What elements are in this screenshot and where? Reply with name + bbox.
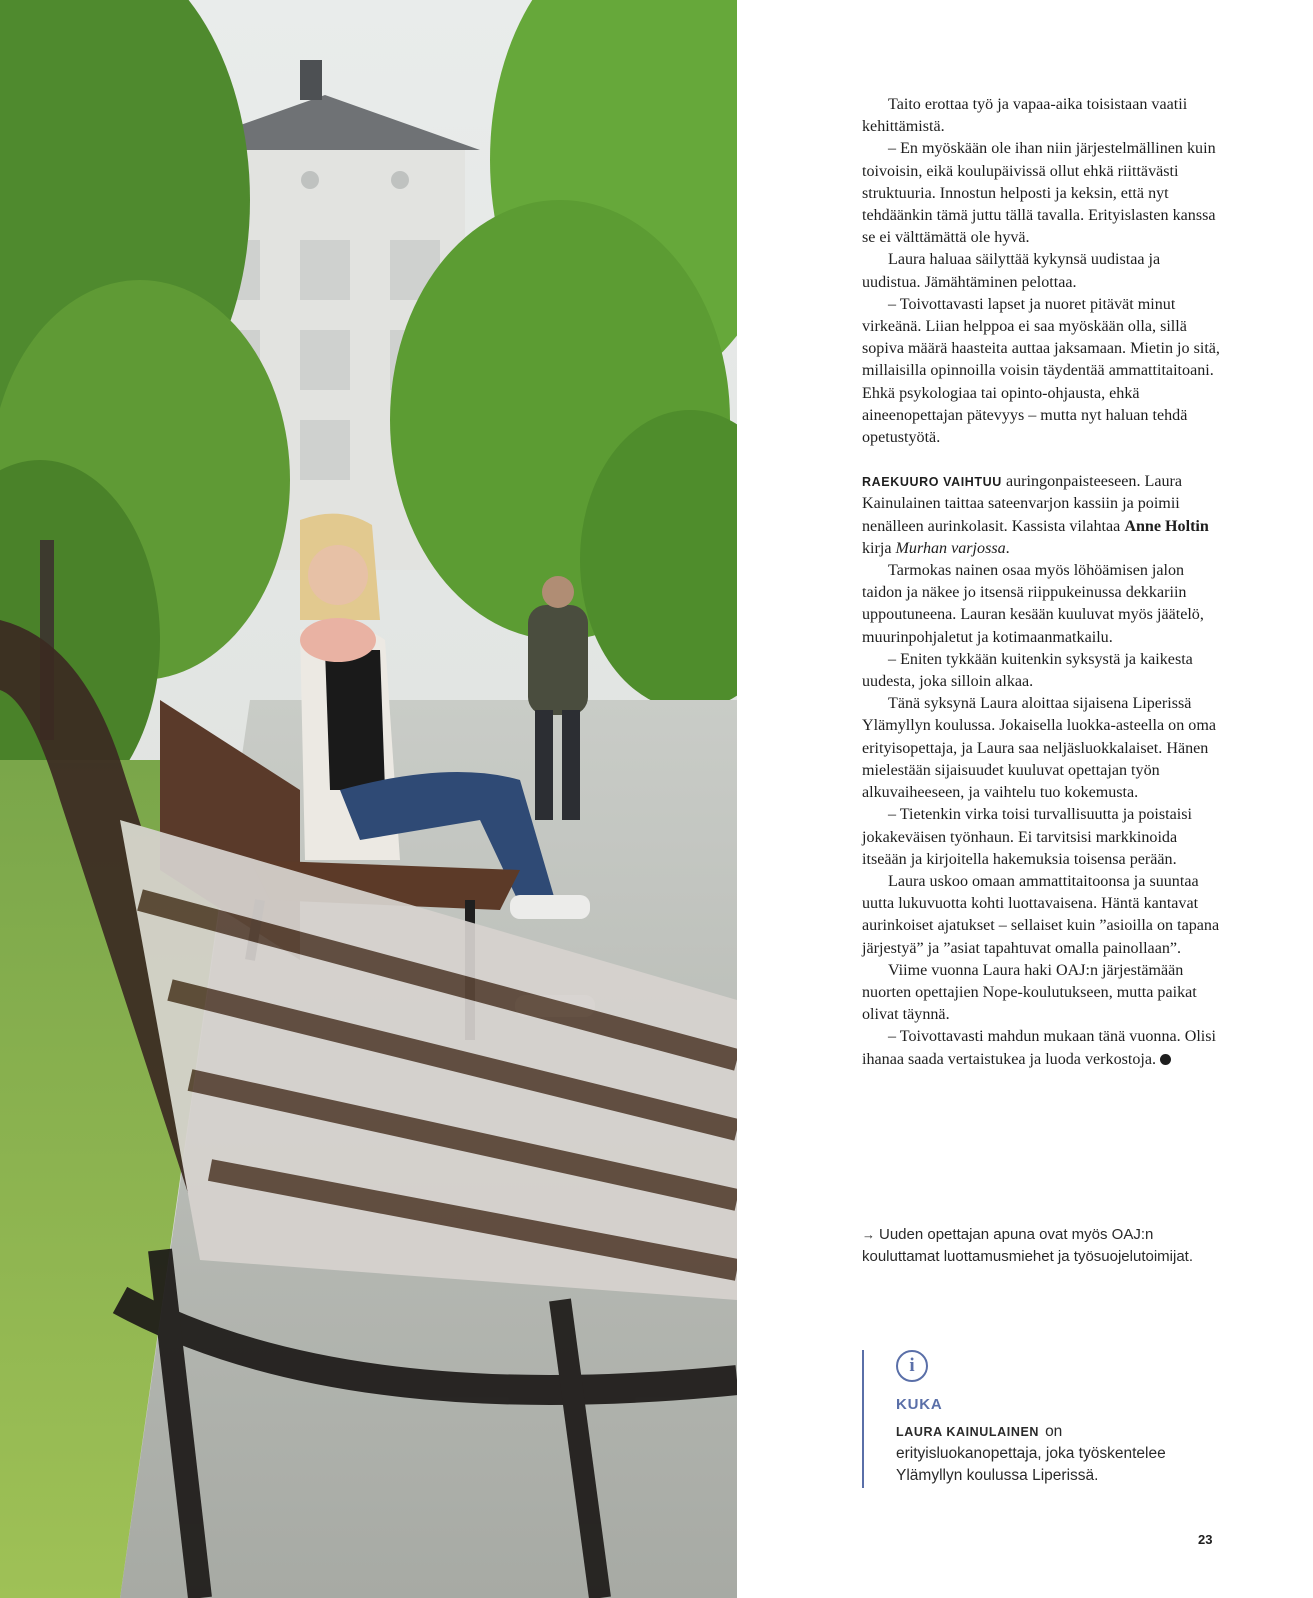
paragraph: – Eniten tykkään kuitenkin syksystä ja kaikesta uudesta, joka silloin alkaa. <box>862 650 1193 691</box>
paragraph <box>862 1026 1222 1070</box>
paragraph-text: auringonpaisteeseen. Laura Kainulainen taittaa sateenvarjon kassiin ja poimii nenälleen aurinkolasit. Kassista vilahtaa <box>862 473 1183 535</box>
book-title: Murhan varjossa <box>895 539 1006 557</box>
info-icon: i <box>896 1350 928 1382</box>
side-note <box>862 1224 1222 1268</box>
info-box-body <box>896 1421 1202 1487</box>
paragraph: Viime vuonna Laura haki OAJ:n järjestämään nuorten opettajien Nope-koulutukseen, mutta paikat olivat täynnä. <box>862 961 1197 1024</box>
paragraph-text: – Toivottavasti mahdun mukaan tänä vuonna. Olisi ihanaa saada vertaistukea ja luoda verkostoja. <box>862 1028 1216 1068</box>
paragraph: Tarmokas nainen osaa myös löhöämisen jalon taidon ja näkee jo itsensä riippukeinussa dekkariin uppoutuneena. Lauran kesään kuuluvat myös jäätelö, muurinpohjaletut ja kotimaanmatkailu. <box>862 562 1204 646</box>
paragraph: Laura uskoo omaan ammattitaitoonsa ja suuntaa uutta lukuvuotta kohti luottavaisena. Häntä kantavat aurinkoiset ajatukset – sellaiset kuin ”asioilla on tapana järjestyä” ja ”asiat tapahtuvat omalla painollaan”. <box>862 872 1220 957</box>
info-box <box>862 1350 1202 1488</box>
book-author: Anne Holtin <box>1124 517 1209 535</box>
page-number: 23 <box>1198 1532 1213 1547</box>
section-lead: RAEKUURO VAIHTUU <box>862 475 1002 490</box>
person-description: on erityisluokanopettaja, joka työskentelee Ylämyllyn koulussa Liperissä. <box>896 1423 1166 1484</box>
paragraph: – En myöskään ole ihan niin järjestelmällinen kuin toivoisin, eikä koulupäivissä ollut ehkä riittävästi struktuuria. Innostun helposti ja keksin, että nyt tehdäänkin tämä juttu tällä tavalla. Erityislasten kanssa se ei välttämättä ole hyvä. <box>862 140 1216 247</box>
section-paragraph <box>862 471 1222 560</box>
paragraph: Laura haluaa säilyttää kykynsä uudistaa ja uudistua. Jämähtäminen pelottaa. <box>862 251 1161 291</box>
paragraph-text: kirja <box>862 539 896 557</box>
info-box-title: KUKA <box>896 1396 943 1413</box>
person-name: LAURA KAINULAINEN <box>896 1425 1040 1439</box>
end-mark-icon <box>1160 1054 1171 1065</box>
paragraph: – Tietenkin virka toisi turvallisuutta ja poistaisi jokakeväisen työnhaun. Ei tarvitsisi markkinoida itseään ja kirjoitella hakemuksia toisensa perään. <box>862 806 1192 868</box>
paragraph: Taito erottaa työ ja vapaa-aika toisistaan vaatii kehittämistä. <box>862 96 1188 136</box>
side-note-text: Uuden opettajan apuna ovat myös OAJ:n kouluttamat luottamusmiehet ja työsuojelutoimijat. <box>862 1226 1193 1265</box>
paragraph-text: . <box>1005 539 1010 557</box>
paragraph: Tänä syksynä Laura aloittaa sijaisena Liperissä Ylämyllyn koulussa. Jokaisella luokka-asteella on oma erityisopettaja, ja Laura saa neljäsluokkalaiset. Hänen mielestään sijaisuudet kuuluvat opettajan työn alkuvaiheeseen, ja vaihtelu tuo kokemusta. <box>862 695 1216 802</box>
article-body <box>862 94 1222 1071</box>
arrow-right-icon: → <box>862 1227 875 1242</box>
paragraph: – Toivottavasti lapset ja nuoret pitävät minut virkeänä. Liian helppoa ei saa myöskään olla, sillä sopiva määrä haasteita auttaa jaksamaan. Mietin jo sitä, millaisilla opinnoilla voisin täydentää ammattitaitoani. Ehkä psykologiaa tai opinto-ohjausta, ehkä aineenopettajan pätevyys – mutta nyt haluan tehdä opetustyötä. <box>862 295 1220 447</box>
